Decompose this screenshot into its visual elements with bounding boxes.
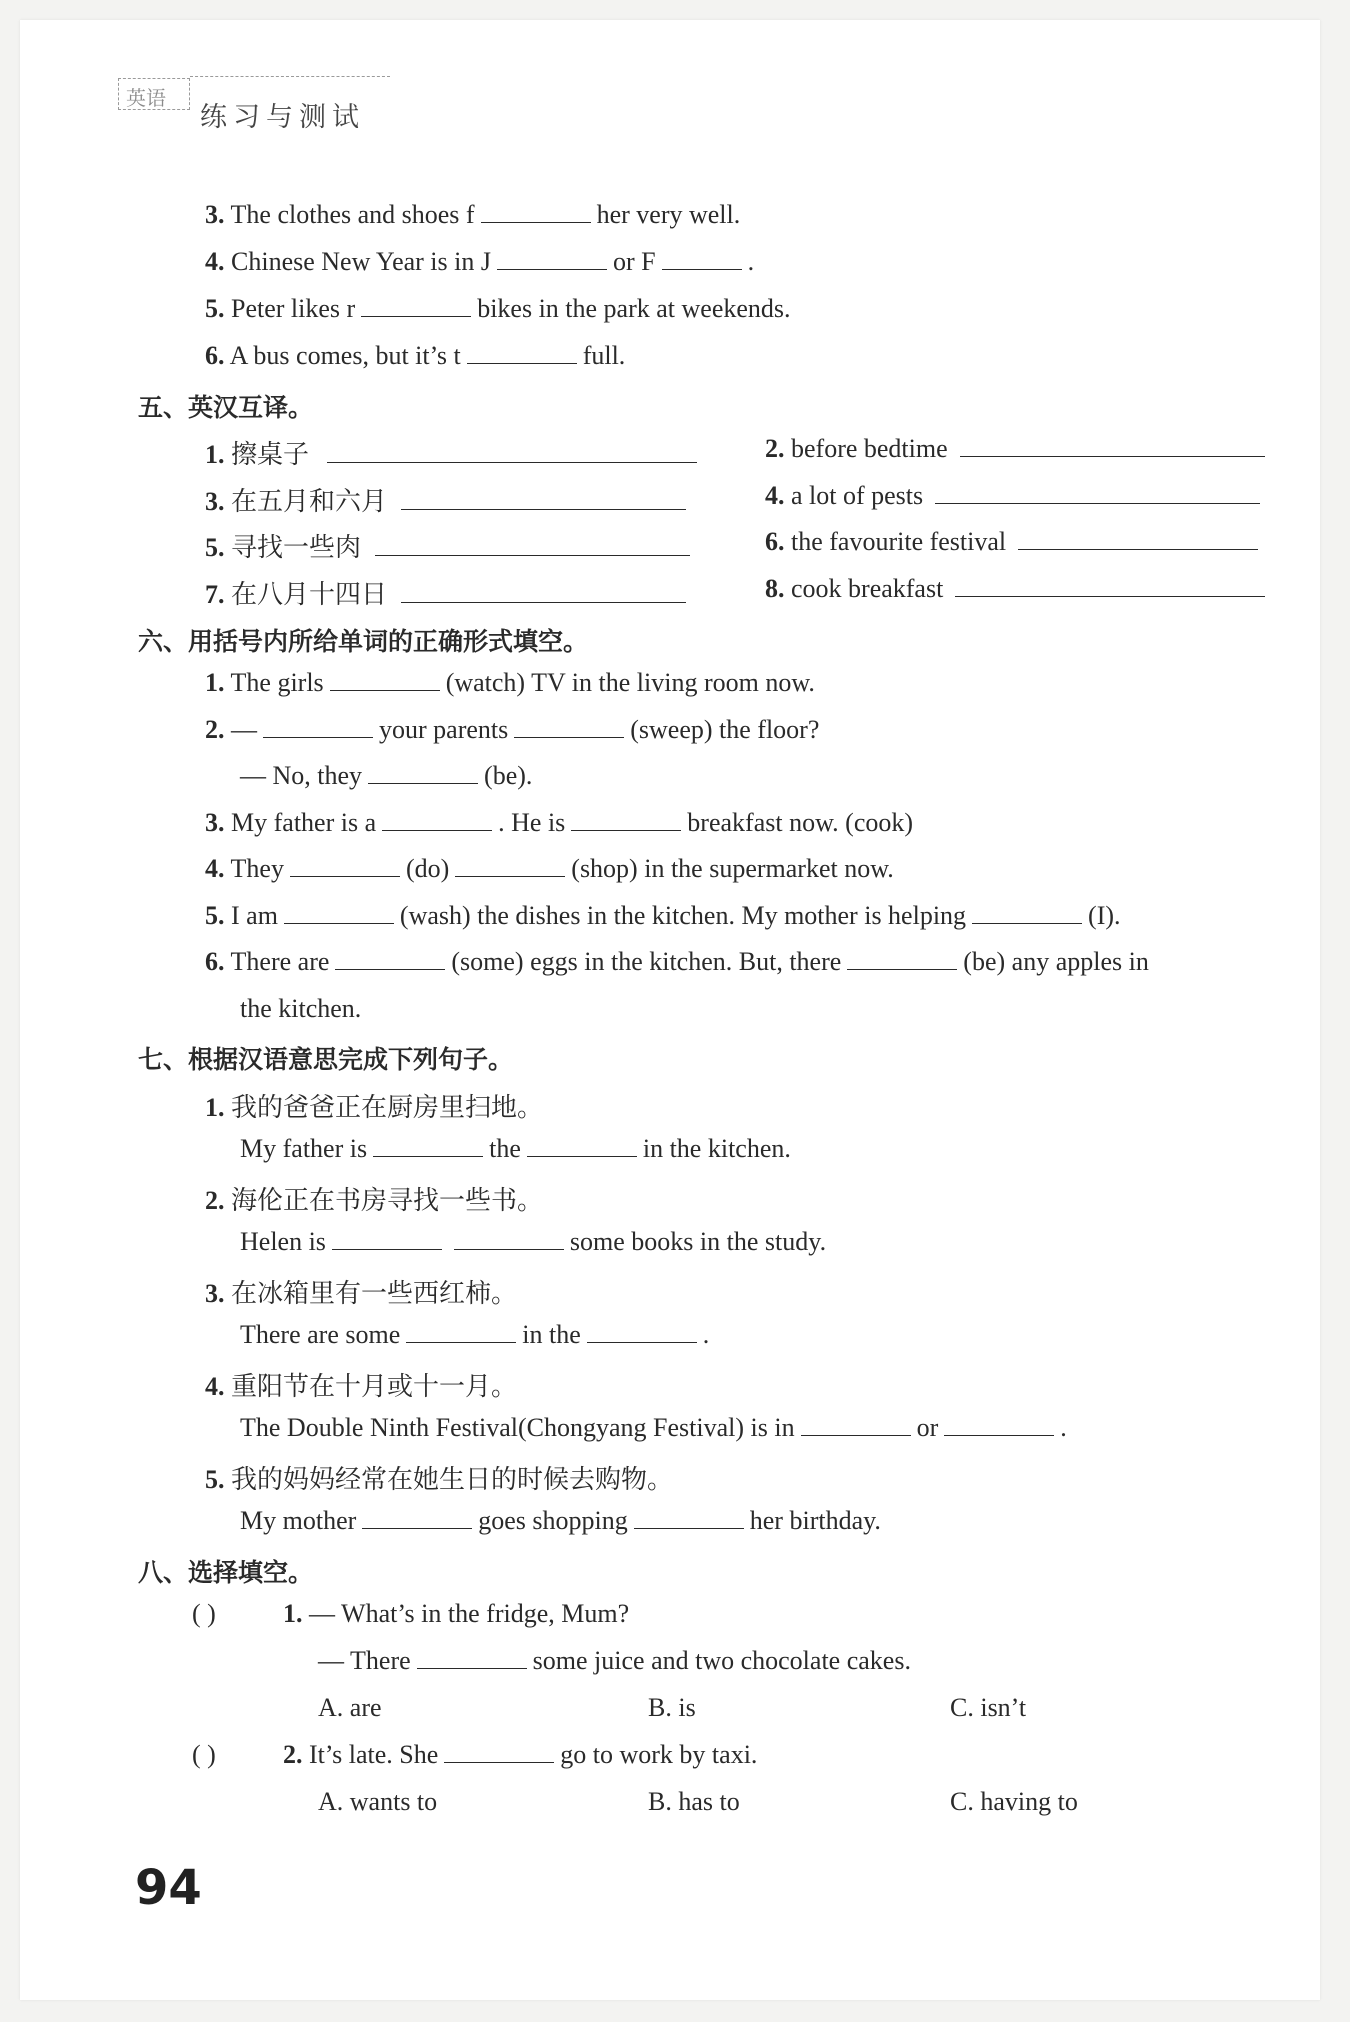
header-rule bbox=[190, 76, 390, 77]
answer-blank[interactable] bbox=[455, 854, 565, 877]
answer-blank[interactable] bbox=[955, 574, 1265, 597]
s6-item-5: 5. I am (wash) the dishes in the kitchen. My mother is helping (I). bbox=[205, 901, 1121, 930]
answer-blank[interactable] bbox=[527, 1134, 637, 1157]
s4-item-4: 4. Chinese New Year is in J or F . bbox=[205, 247, 755, 276]
section-6-title: 六、用括号内所给单词的正确形式填空。 bbox=[138, 627, 589, 656]
answer-blank[interactable] bbox=[361, 294, 471, 317]
answer-blank[interactable] bbox=[960, 434, 1265, 457]
q1-option-b[interactable]: B. is bbox=[648, 1693, 696, 1722]
answer-blank[interactable] bbox=[1018, 527, 1258, 550]
q2-option-c[interactable]: C. having to bbox=[950, 1787, 1078, 1816]
q2-option-a[interactable]: A. wants to bbox=[318, 1787, 438, 1816]
answer-blank[interactable] bbox=[801, 1413, 911, 1436]
s6-item-2-answer: — No, they (be). bbox=[240, 761, 533, 790]
s6-item-6: 6. There are (some) eggs in the kitchen. But, there (be) any apples in bbox=[205, 947, 1149, 976]
s5-item-8: 8. cook breakfast bbox=[765, 574, 1271, 604]
answer-blank[interactable] bbox=[944, 1413, 1054, 1436]
subject-label: 英语 bbox=[126, 86, 166, 110]
section-8-title: 八、选择填空。 bbox=[138, 1558, 314, 1587]
s4-item-5: 5. Peter likes r bikes in the park at weekends. bbox=[205, 294, 791, 323]
s7-item-3-prompt: 3. 在冰箱里有一些西红柿。 bbox=[205, 1279, 518, 1309]
page-number: 94 bbox=[135, 1860, 202, 1916]
answer-blank[interactable] bbox=[454, 1227, 564, 1250]
s7-item-1-prompt: 1. 我的爸爸正在厨房里扫地。 bbox=[205, 1093, 544, 1123]
answer-blank[interactable] bbox=[368, 761, 478, 784]
s5-item-4: 4. a lot of pests bbox=[765, 481, 1266, 511]
s7-item-3-answer: There are some in the . bbox=[240, 1320, 710, 1349]
s6-item-3: 3. My father is a . He is breakfast now. (cook) bbox=[205, 808, 914, 837]
answer-blank[interactable] bbox=[401, 487, 686, 510]
s5-item-6: 6. the favourite festival bbox=[765, 527, 1264, 557]
answer-blank[interactable] bbox=[634, 1506, 744, 1529]
s5-item-2: 2. before bedtime bbox=[765, 434, 1271, 464]
q1-option-a[interactable]: A. are bbox=[318, 1693, 382, 1722]
s4-item-3: 3. The clothes and shoes f her very well. bbox=[205, 200, 741, 229]
s7-item-4-answer: The Double Ninth Festival(Chongyang Festival) is in or . bbox=[240, 1413, 1067, 1442]
s7-item-1-answer: My father is the in the kitchen. bbox=[240, 1134, 791, 1163]
s4-item-6: 6. A bus comes, but it’s t full. bbox=[205, 341, 626, 370]
answer-blank[interactable] bbox=[362, 1506, 472, 1529]
answer-blank[interactable] bbox=[290, 854, 400, 877]
q1-option-c[interactable]: C. isn’t bbox=[950, 1693, 1027, 1722]
answer-blank[interactable] bbox=[332, 1227, 442, 1250]
answer-blank[interactable] bbox=[375, 533, 690, 556]
answer-blank[interactable] bbox=[847, 947, 957, 970]
answer-blank[interactable] bbox=[263, 715, 373, 738]
answer-blank[interactable] bbox=[497, 247, 607, 270]
s7-item-2-prompt: 2. 海伦正在书房寻找一些书。 bbox=[205, 1186, 544, 1216]
q2-option-b[interactable]: B. has to bbox=[648, 1787, 740, 1816]
answer-blank[interactable] bbox=[382, 808, 492, 831]
answer-blank[interactable] bbox=[571, 808, 681, 831]
s6-item-1: 1. The girls (watch) TV in the living room now. bbox=[205, 668, 815, 697]
answer-blank[interactable] bbox=[406, 1320, 516, 1343]
answer-blank[interactable] bbox=[284, 901, 394, 924]
answer-blank[interactable] bbox=[662, 247, 742, 270]
q1-answer-bracket[interactable]: ( ) bbox=[192, 1599, 216, 1628]
s7-item-4-prompt: 4. 重阳节在十月或十一月。 bbox=[205, 1372, 518, 1402]
s6-item-2: 2. — your parents (sweep) the floor? bbox=[205, 715, 820, 744]
answer-blank[interactable] bbox=[373, 1134, 483, 1157]
q1-sentence: — There some juice and two chocolate cakes. bbox=[318, 1646, 911, 1675]
s6-item-6-cont: the kitchen. bbox=[240, 994, 362, 1023]
answer-blank[interactable] bbox=[972, 901, 1082, 924]
s7-item-2-answer: Helen is some books in the study. bbox=[240, 1227, 827, 1256]
s5-item-1: 1. 擦桌子 bbox=[205, 434, 703, 471]
q2-question: 2. It’s late. She go to work by taxi. bbox=[283, 1740, 758, 1769]
s5-item-3: 3. 在五月和六月 bbox=[205, 481, 692, 518]
s7-item-5-prompt: 5. 我的妈妈经常在她生日的时候去购物。 bbox=[205, 1465, 674, 1495]
s5-item-7: 7. 在八月十四日 bbox=[205, 574, 692, 611]
answer-blank[interactable] bbox=[330, 668, 440, 691]
s5-item-5: 5. 寻找一些肉 bbox=[205, 527, 696, 564]
answer-blank[interactable] bbox=[467, 341, 577, 364]
section-5-title: 五、英汉互译。 bbox=[138, 393, 314, 422]
s7-item-5-answer: My mother goes shopping her birthday. bbox=[240, 1506, 881, 1535]
q2-answer-bracket[interactable]: ( ) bbox=[192, 1740, 216, 1769]
book-title: 练习与测试 bbox=[200, 102, 365, 133]
section-7-title: 七、根据汉语意思完成下列句子。 bbox=[138, 1045, 514, 1074]
answer-blank[interactable] bbox=[335, 947, 445, 970]
answer-blank[interactable] bbox=[481, 200, 591, 223]
s6-item-4: 4. They (do) (shop) in the supermarket now. bbox=[205, 854, 894, 883]
answer-blank[interactable] bbox=[401, 580, 686, 603]
q1-question: 1. — What’s in the fridge, Mum? bbox=[283, 1599, 630, 1628]
answer-blank[interactable] bbox=[444, 1740, 554, 1763]
answer-blank[interactable] bbox=[935, 481, 1260, 504]
answer-blank[interactable] bbox=[327, 440, 697, 463]
answer-blank[interactable] bbox=[514, 715, 624, 738]
answer-blank[interactable] bbox=[587, 1320, 697, 1343]
answer-blank[interactable] bbox=[417, 1646, 527, 1669]
